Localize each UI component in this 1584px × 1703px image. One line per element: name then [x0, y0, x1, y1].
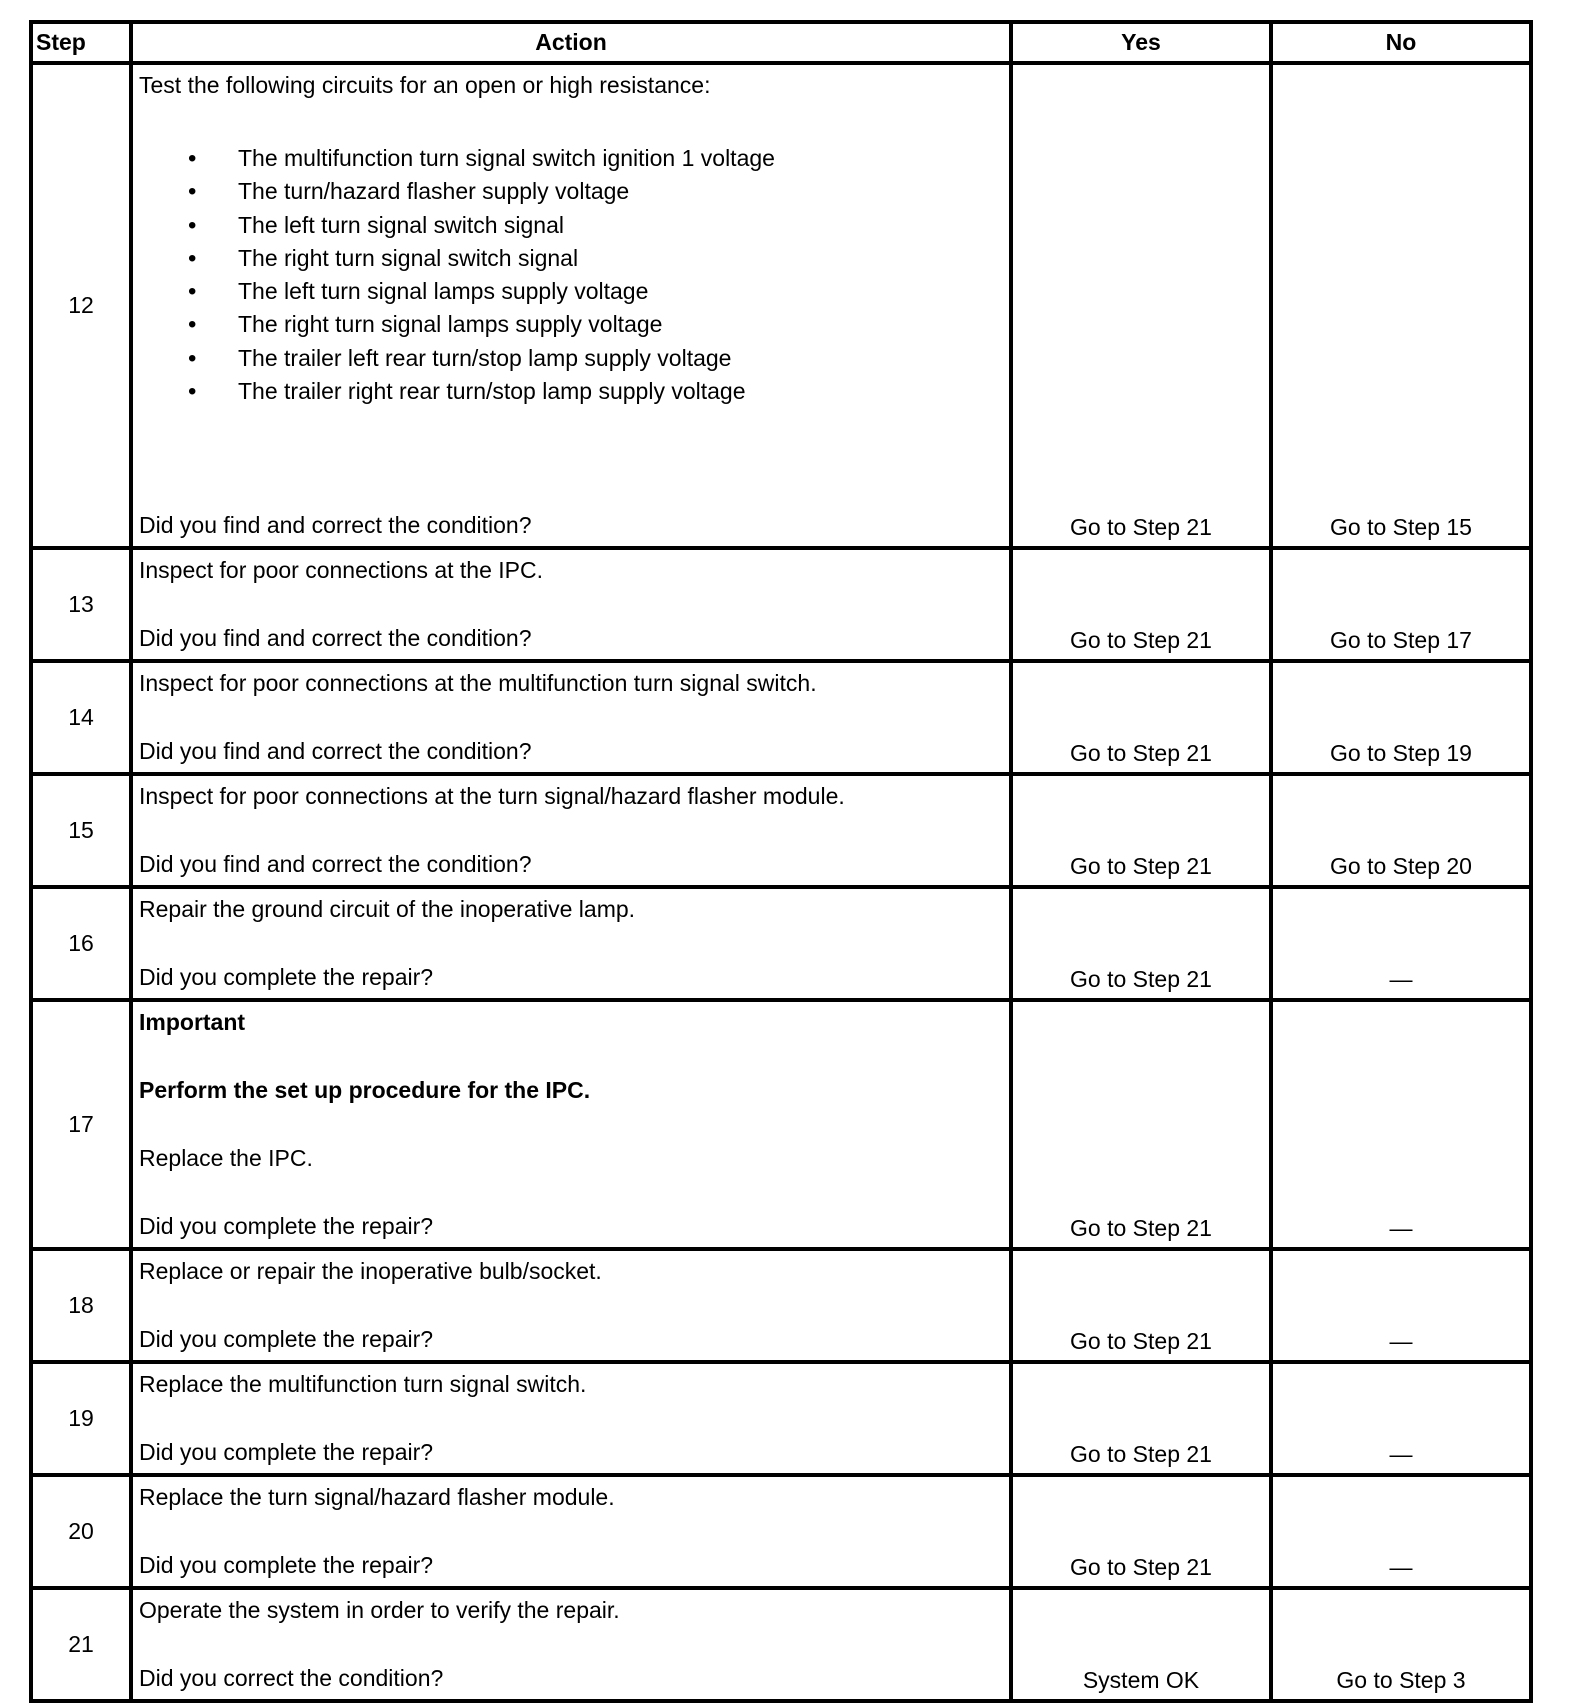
- table-row: [31, 548, 1531, 661]
- action-cell: [131, 548, 1011, 661]
- question-text: Did you complete the repair?: [139, 1552, 434, 1579]
- step-number: 21: [31, 1588, 131, 1701]
- action-cell: [131, 1000, 1011, 1249]
- action-text: Replace the multifunction turn signal switch.: [139, 1371, 587, 1398]
- no-result: Go to Step 17: [1271, 548, 1531, 661]
- list-item: • The right turn signal switch signal: [238, 242, 1003, 275]
- table-row: [31, 1362, 1531, 1475]
- question-text: Did you find and correct the condition?: [139, 738, 532, 765]
- question-text: Did you complete the repair?: [139, 1326, 434, 1353]
- action-cell: [131, 661, 1011, 774]
- circuit-list: [139, 142, 1003, 408]
- no-result: —: [1271, 1475, 1531, 1588]
- no-result: Go to Step 19: [1271, 661, 1531, 774]
- no-result: —: [1271, 1000, 1531, 1249]
- list-item: • The right turn signal lamps supply voltage: [238, 308, 1003, 341]
- list-item: • The left turn signal switch signal: [238, 209, 1003, 242]
- yes-result: Go to Step 21: [1011, 1249, 1271, 1362]
- important-note: Perform the set up procedure for the IPC.: [139, 1077, 591, 1104]
- action-text: Replace the turn signal/hazard flasher module.: [139, 1484, 615, 1511]
- action-cell: [131, 887, 1011, 1000]
- no-result: Go to Step 3: [1271, 1588, 1531, 1701]
- list-item: • The left turn signal lamps supply voltage: [238, 275, 1003, 308]
- action-cell: [131, 1475, 1011, 1588]
- header-yes: Yes: [1011, 22, 1271, 63]
- table-row: [31, 887, 1531, 1000]
- no-result: —: [1271, 887, 1531, 1000]
- yes-result: Go to Step 21: [1011, 1475, 1271, 1588]
- question-text: Did you complete the repair?: [139, 1213, 434, 1240]
- step-number: 18: [31, 1249, 131, 1362]
- action-text: Inspect for poor connections at the multifunction turn signal switch.: [139, 670, 817, 697]
- step-number: 14: [31, 661, 131, 774]
- question-text: Did you find and correct the condition?: [139, 512, 532, 539]
- yes-result: Go to Step 21: [1011, 774, 1271, 887]
- list-item: • The trailer left rear turn/stop lamp supply voltage: [238, 342, 1003, 375]
- yes-result: Go to Step 21: [1011, 661, 1271, 774]
- action-cell: [131, 774, 1011, 887]
- table-row: [31, 661, 1531, 774]
- yes-result: Go to Step 21: [1011, 63, 1271, 548]
- list-item: • The multifunction turn signal switch ignition 1 voltage: [238, 142, 1003, 175]
- list-item: • The turn/hazard flasher supply voltage: [238, 175, 1003, 208]
- action-cell: [131, 63, 1011, 548]
- question-text: Did you complete the repair?: [139, 964, 434, 991]
- action-cell: [131, 1588, 1011, 1701]
- question-text: Did you find and correct the condition?: [139, 625, 532, 652]
- action-text: Replace or repair the inoperative bulb/socket.: [139, 1258, 602, 1285]
- yes-result: Go to Step 21: [1011, 1000, 1271, 1249]
- table-row: [31, 1588, 1531, 1701]
- action-text: Operate the system in order to verify the repair.: [139, 1597, 620, 1624]
- yes-result: Go to Step 21: [1011, 548, 1271, 661]
- step-number: 19: [31, 1362, 131, 1475]
- action-text: Inspect for poor connections at the IPC.: [139, 557, 544, 584]
- step-number: 13: [31, 548, 131, 661]
- list-item: • The trailer right rear turn/stop lamp supply voltage: [238, 375, 1003, 408]
- table-row: [31, 63, 1531, 548]
- step-number: 12: [31, 63, 131, 548]
- action-text: Replace the IPC.: [139, 1145, 313, 1172]
- header-row: [31, 22, 1531, 63]
- important-label: Important: [139, 1009, 246, 1036]
- step-number: 17: [31, 1000, 131, 1249]
- yes-result: Go to Step 21: [1011, 887, 1271, 1000]
- no-result: —: [1271, 1362, 1531, 1475]
- step-number: 16: [31, 887, 131, 1000]
- table-row: [31, 1000, 1531, 1249]
- action-text: Test the following circuits for an open or high resistance:: [139, 72, 711, 98]
- diagnostic-table: [29, 20, 1533, 1703]
- action-cell: [131, 1249, 1011, 1362]
- header-no: No: [1271, 22, 1531, 63]
- step-number: 20: [31, 1475, 131, 1588]
- no-result: Go to Step 15: [1271, 63, 1531, 548]
- header-action: Action: [131, 22, 1011, 63]
- action-text: Inspect for poor connections at the turn signal/hazard flasher module.: [139, 783, 845, 810]
- table-row: [31, 1249, 1531, 1362]
- question-text: Did you find and correct the condition?: [139, 851, 532, 878]
- yes-result: Go to Step 21: [1011, 1362, 1271, 1475]
- step-number: 15: [31, 774, 131, 887]
- action-cell: [131, 1362, 1011, 1475]
- header-step: Step: [31, 22, 131, 63]
- table-row: [31, 1475, 1531, 1588]
- yes-result: System OK: [1011, 1588, 1271, 1701]
- no-result: Go to Step 20: [1271, 774, 1531, 887]
- table-row: [31, 774, 1531, 887]
- question-text: Did you correct the condition?: [139, 1665, 444, 1692]
- no-result: —: [1271, 1249, 1531, 1362]
- action-text: Repair the ground circuit of the inoperative lamp.: [139, 896, 636, 923]
- question-text: Did you complete the repair?: [139, 1439, 434, 1466]
